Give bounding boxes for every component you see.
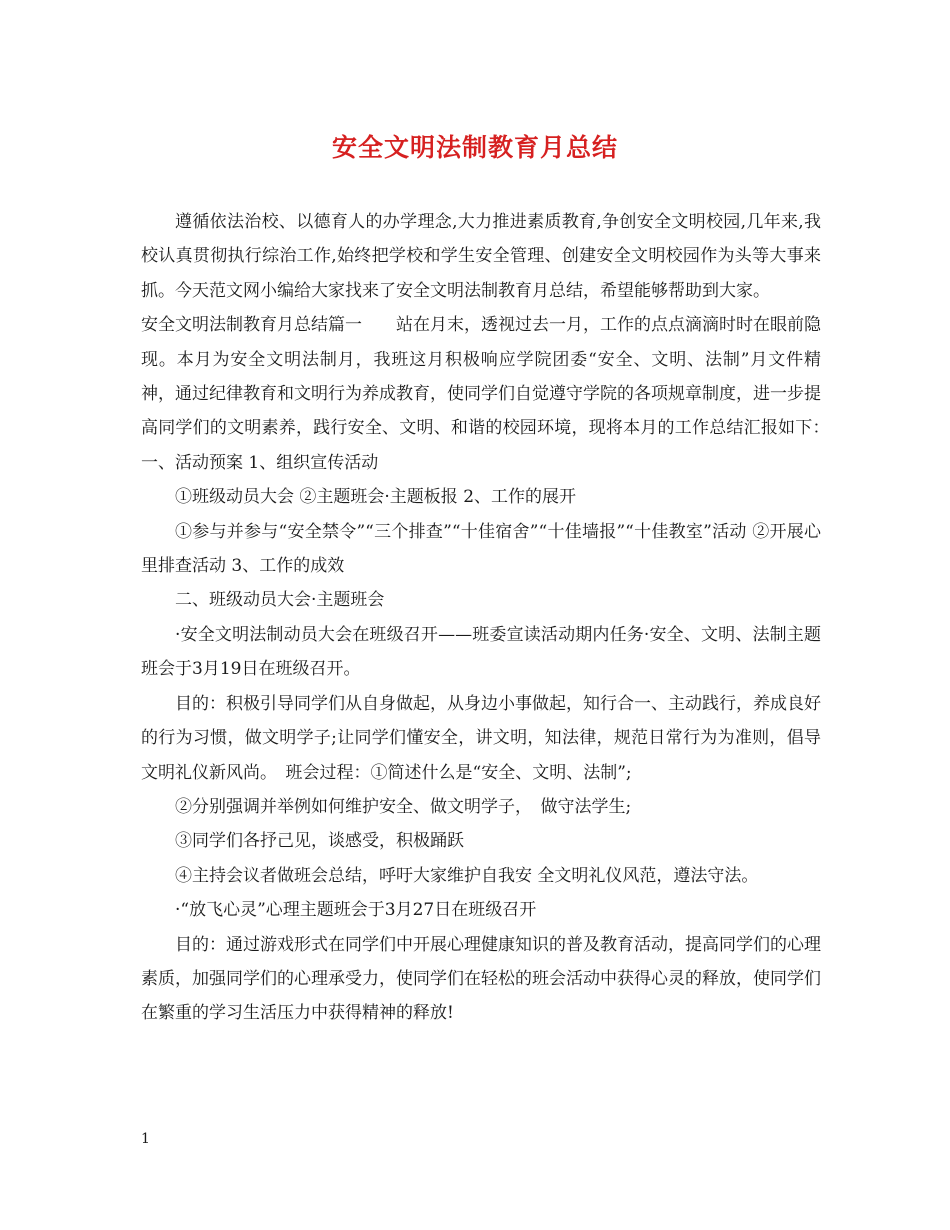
body-paragraph: 二、班级动员大会·主题班会 <box>175 590 385 611</box>
body-paragraph: 遵循依法治校、以德育人的办学理念,大力推进素质教育,争创安全文明校园,几年来,我校认真贯彻执行综治工作,始终把学校和学生安全管理、创建安全文明校园作为头等大事来抓。今天范文网小编给大家找来了安全文明法制教育月总结，希望能够帮助到大家。 <box>141 212 821 301</box>
body-paragraph: 目的：通过游戏形式在同学们中开展心理健康知识的普及教育活动，提高同学们的心理素质，加强同学们的心理承受力，使同学们在轻松的班会活动中获得心灵的释放，使同学们在繁重的学习生活压力中获得精神的释放! <box>141 934 821 1024</box>
document-body <box>141 205 838 1031</box>
body-paragraph: ④主持会议者做班会总结，呼吁大家维护自我安 全文明礼仪风范，遵法守法。 <box>175 865 759 886</box>
body-paragraph: 安全文明法制教育月总结篇一 站在月末，透视过去一月，工作的点点滴滴时时在眼前隐现。本月为安全文明法制月，我班这月积极响应学院团委“安全、文明、法制”月文件精神，通过纪律教育和文明行为养成教育，使同学们自觉遵守学院的各项规章制度，进一步提高同学们的文明素养，践行安全、文明、和谐的校园环境，现将本月的工作总结汇报如下： 一、活动预案 1、组织宣传活动 <box>141 315 838 473</box>
body-paragraph: ·安全文明法制动员大会在班级召开——班委宣读活动期内任务·安全、文明、法制主题班会于3月19日在班级召开。 <box>141 624 821 680</box>
body-paragraph: ①参与并参与“安全禁令”“三个排查”“十佳宿舍”“十佳墙报”“十佳教室”活动 ②开展心里排查活动 3、工作的成效 <box>141 521 821 577</box>
body-paragraph: ②分别强调并举例如何维护安全、做文明学子， 做守法学生; <box>175 796 632 817</box>
document-title: 安全文明法制教育月总结 <box>331 133 618 162</box>
body-paragraph: ①班级动员大会 ②主题班会·主题板报 2、工作的展开 <box>175 487 577 508</box>
body-paragraph: ③同学们各抒己见，谈感受，积极踊跃 <box>175 831 464 852</box>
body-paragraph: 目的：积极引导同学们从自身做起，从身边小事做起，知行合一、主动践行，养成良好的行为习惯，做文明学子;让同学们懂安全，讲文明，知法律，规范日常行为为准则，倡导文明礼仪新风尚。 班会过程：①简述什么是“安全、文明、法制”; <box>141 693 821 783</box>
body-paragraph: ·“放飞心灵”心理主题班会于3月27日在班级召开 <box>175 900 537 921</box>
page-number: 1 <box>141 1131 150 1147</box>
